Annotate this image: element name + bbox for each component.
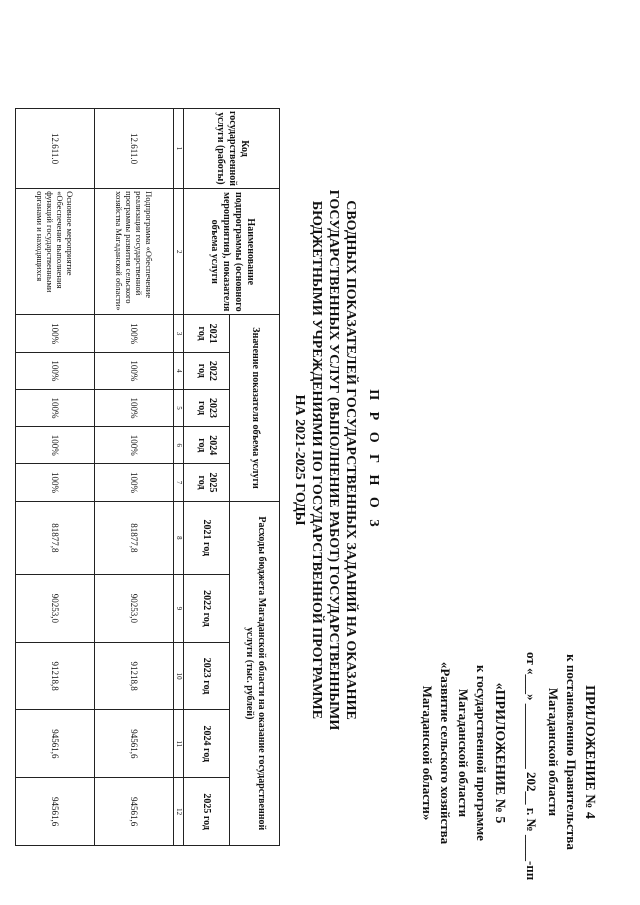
reference-title: «ПРИЛОЖЕНИЕ № 5	[492, 682, 507, 824]
appendix-block	[522, 622, 598, 882]
expense-value: 90253,0	[16, 574, 95, 642]
expense-year: 2021 год	[184, 501, 230, 574]
document-heading	[291, 160, 382, 760]
column-number: 2	[174, 189, 184, 315]
appendix-date-line: от «___» __________ 202__ г. № ____-пп	[524, 652, 539, 881]
volume-value: 100%	[95, 464, 174, 501]
reference-line-1: к государственной программе	[474, 665, 489, 841]
volume-value: 100%	[16, 315, 95, 352]
expense-value: 94561,6	[95, 710, 174, 778]
expense-value: 94561,6	[16, 710, 95, 778]
column-number: 3	[174, 315, 184, 352]
table-row	[95, 109, 174, 846]
volume-value: 100%	[16, 427, 95, 464]
column-number: 6	[174, 427, 184, 464]
appendix-title: ПРИЛОЖЕНИЕ № 4	[582, 685, 597, 819]
expense-year: 2025 год	[184, 778, 230, 846]
volume-year: 2025 год	[184, 464, 230, 501]
volume-value: 100%	[16, 389, 95, 426]
header-row-groups	[230, 109, 280, 846]
heading-line-3: БЮДЖЕТНЫМИ УЧРЕЖДЕНИЯМИ ПО ГОСУДАРСТВЕННОЙ ПРОГРАММЕ	[309, 200, 324, 720]
volume-value: 100%	[95, 352, 174, 389]
column-number: 11	[174, 710, 184, 778]
volume-year: 2021 год	[184, 315, 230, 352]
column-number: 9	[174, 574, 184, 642]
expense-value: 94561,6	[16, 778, 95, 846]
forecast-table	[15, 108, 280, 846]
expense-value: 81877,8	[95, 501, 174, 574]
subprogram-name: Основное мероприятие «Обеспечение выполнения функций государственными органами и находящихся	[16, 189, 95, 315]
table-row	[16, 109, 95, 846]
service-code: 12.611.0	[16, 109, 95, 189]
service-code: 12.611.0	[95, 109, 174, 189]
column-number: 5	[174, 389, 184, 426]
column-number: 4	[174, 352, 184, 389]
column-number: 10	[174, 642, 184, 710]
volume-value: 100%	[16, 464, 95, 501]
volume-value: 100%	[16, 352, 95, 389]
appendix-line-1: к постановлению Правительства	[564, 654, 579, 850]
reference-block	[418, 618, 508, 888]
expense-value: 94561,6	[95, 778, 174, 846]
column-number: 8	[174, 501, 184, 574]
volume-value: 100%	[95, 427, 174, 464]
header-name: Наименование подпрограммы (основного мероприятия), показателя объема услуги	[184, 189, 280, 315]
header-code: Код государственной услуги (работы)	[184, 109, 280, 189]
column-number: 1	[174, 109, 184, 189]
expense-year: 2024 год	[184, 710, 230, 778]
expense-year: 2022 год	[184, 574, 230, 642]
column-number: 7	[174, 464, 184, 501]
volume-year: 2023 год	[184, 389, 230, 426]
expense-value: 91218,8	[16, 642, 95, 710]
reference-line-2: Магаданской области	[456, 688, 471, 818]
reference-line-3: «Развитие сельского хозяйства	[438, 661, 453, 845]
expense-value: 90253,0	[95, 574, 174, 642]
header-volume: Значение показателя объема услуги	[230, 315, 280, 501]
expense-value: 91218,8	[95, 642, 174, 710]
header-expenses: Расходы бюджета Магаданской области на оказание государственной услуги (тыс. рублей)	[230, 501, 280, 845]
reference-line-4: Магаданской области»	[420, 685, 435, 821]
heading-line-2: ГОСУДАРСТВЕННЫХ УСЛУГ (ВЫПОЛНЕНИЕ РАБОТ) ГОСУДАРСТВЕННЫМИ	[326, 189, 341, 731]
heading-title: П Р О Г Н О З	[366, 389, 381, 531]
expense-value: 81877,8	[16, 501, 95, 574]
volume-year: 2024 год	[184, 427, 230, 464]
heading-line-1: СВОДНЫХ ПОКАЗАТЕЛЕЙ ГОСУДАРСТВЕННЫХ ЗАДАНИЙ НА ОКАЗАНИЕ	[343, 200, 358, 720]
volume-year: 2022 год	[184, 352, 230, 389]
appendix-line-2: Магаданской области	[546, 687, 561, 817]
heading-line-4: НА 2021-2025 ГОДЫ	[292, 394, 307, 526]
column-number-row	[174, 109, 184, 846]
column-number: 12	[174, 778, 184, 846]
expense-year: 2023 год	[184, 642, 230, 710]
volume-value: 100%	[95, 389, 174, 426]
volume-value: 100%	[95, 315, 174, 352]
subprogram-name: Подпрограмма «Обеспечение реализации государственной программы развития сельского хозяйства Магаданской области»	[95, 189, 174, 315]
